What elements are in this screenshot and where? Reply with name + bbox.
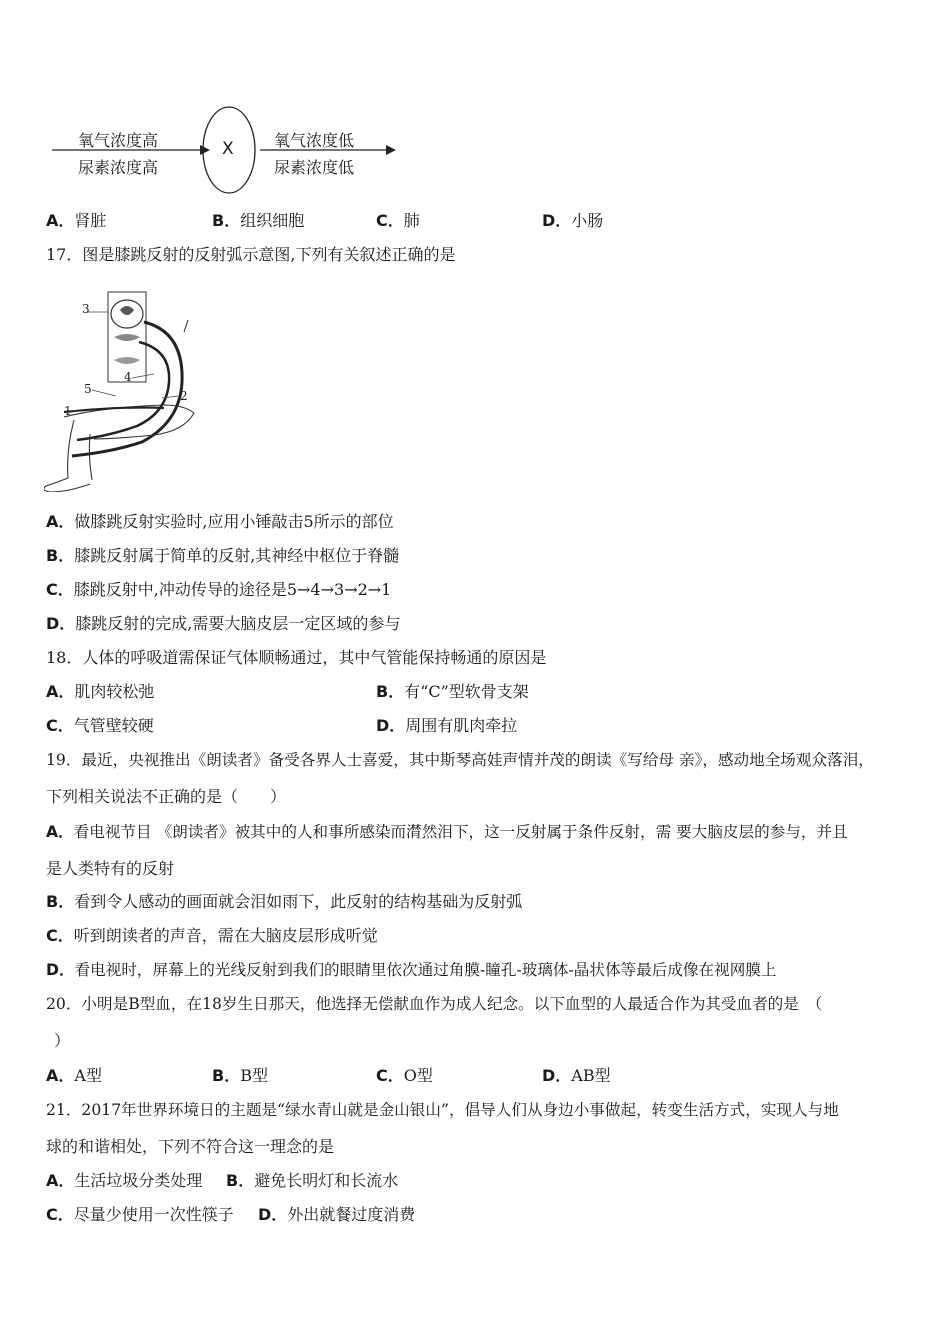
- q21-stem-line1: 21．2017年世界环境日的主题是“绿水青山就是金山银山”，倡导人们从身边小事做起，转变生活方式，实现人与地: [46, 1101, 839, 1119]
- option-label: A．: [46, 1171, 75, 1190]
- option-text: B型: [240, 1066, 268, 1085]
- q17-option-d[interactable]: [46, 614, 400, 634]
- q18-option-d[interactable]: [376, 716, 517, 736]
- option-label: B．: [212, 1066, 241, 1085]
- q18-option-b[interactable]: [376, 682, 529, 702]
- option-label: D．: [542, 1066, 572, 1085]
- option-text: 听到朗读者的声音，需在大脑皮层形成听觉: [73, 926, 378, 945]
- left-arrow-head: [200, 145, 210, 155]
- option-label: D．: [258, 1205, 288, 1224]
- option-label: B．: [376, 682, 405, 701]
- q19-option-c[interactable]: [46, 926, 378, 946]
- option-text: A型: [74, 1066, 102, 1085]
- option-text: 肺: [403, 211, 420, 230]
- q18-option-a[interactable]: [46, 682, 154, 702]
- option-text: 有“C”型软骨支架: [404, 682, 529, 701]
- reflex-arc-drawing: [44, 282, 214, 492]
- q21-option-d[interactable]: [258, 1205, 415, 1225]
- option-label: B．: [226, 1171, 255, 1190]
- q16-option-d[interactable]: [542, 211, 603, 231]
- option-label: A．: [46, 823, 74, 841]
- q20-option-a[interactable]: [46, 1066, 102, 1086]
- q19-option-a-cont: 是人类特有的反射: [46, 859, 175, 878]
- q21-option-a[interactable]: [46, 1171, 202, 1191]
- option-label: D．: [46, 614, 76, 633]
- q21-option-c[interactable]: [46, 1205, 234, 1225]
- q19-option-a[interactable]: [46, 822, 848, 842]
- q19-stem-line2: 下列相关说法不正确的是（ ）: [46, 787, 287, 806]
- option-label: B．: [212, 211, 241, 230]
- option-text: 气管壁较硬: [73, 716, 154, 735]
- left-top-text: 氧气浓度高: [78, 131, 159, 150]
- knee-jerk-reflex-figure: [44, 282, 214, 492]
- option-text: 肌肉较松弛: [74, 682, 155, 701]
- figure-label-3: 3: [82, 302, 90, 316]
- option-text: 周围有肌肉牵拉: [405, 716, 518, 735]
- option-label: A．: [46, 682, 75, 701]
- option-label: D．: [376, 716, 406, 735]
- q21-stem-line2: 球的和谐相处，下列不符合这一理念的是: [46, 1137, 335, 1156]
- q17-option-c[interactable]: [46, 580, 391, 600]
- figure-label-5: 5: [84, 382, 92, 396]
- q20-option-d[interactable]: [542, 1066, 611, 1086]
- option-text: 组织细胞: [240, 211, 305, 230]
- option-label: A．: [46, 1066, 75, 1085]
- option-text: 尽量少使用一次性筷子: [73, 1205, 234, 1224]
- q17-stem: 17．图是膝跳反射的反射弧示意图,下列有关叙述正确的是: [46, 245, 456, 264]
- q16-option-c[interactable]: [376, 211, 420, 231]
- option-label: C．: [46, 926, 74, 945]
- option-label: D．: [46, 961, 75, 979]
- option-label: C．: [376, 211, 404, 230]
- option-label: C．: [376, 1066, 404, 1085]
- option-label: A．: [46, 211, 75, 230]
- right-bottom-text: 尿素浓度低: [274, 158, 355, 177]
- option-text: 避免长明灯和长流水: [254, 1171, 399, 1190]
- right-top-text: 氧气浓度低: [274, 131, 355, 150]
- option-text: O型: [403, 1066, 433, 1085]
- option-text: 膝跳反射属于简单的反射,其神经中枢位于脊髓: [74, 546, 400, 565]
- option-label: B．: [46, 892, 75, 911]
- figure-label-1: 1: [64, 404, 72, 418]
- q16-option-b[interactable]: [212, 211, 304, 231]
- q18-stem: 18．人体的呼吸道需保证气体顺畅通过，其中气管能保持畅通的原因是: [46, 648, 547, 667]
- q19-option-b[interactable]: [46, 892, 522, 912]
- option-text: 小肠: [571, 211, 604, 230]
- q21-option-b[interactable]: [226, 1171, 398, 1191]
- q17-option-a[interactable]: [46, 512, 394, 532]
- q18-option-c[interactable]: [46, 716, 154, 736]
- q20-option-b[interactable]: [212, 1066, 268, 1086]
- option-text: 看电视时，屏幕上的光线反射到我们的眼睛里依次通过角膜-瞳孔-玻璃体-晶状体等最后成像在视网膜上: [74, 961, 777, 979]
- left-bottom-text: 尿素浓度高: [78, 158, 159, 177]
- q16-option-a[interactable]: [46, 211, 106, 231]
- option-label: C．: [46, 580, 74, 599]
- figure-label-4: 4: [124, 370, 132, 384]
- option-label: A．: [46, 512, 75, 531]
- q19-stem-line1: 19．最近，央视推出《朗读者》备受各界人士喜爱，其中斯琴高娃声情并茂的朗读《写给母 亲》，感动地全场观众落泪，: [46, 751, 874, 769]
- option-label: C．: [46, 716, 74, 735]
- option-label: B．: [46, 546, 75, 565]
- option-text: 生活垃圾分类处理: [74, 1171, 203, 1190]
- option-text: 做膝跳反射实验时,应用小锤敲击5所示的部位: [74, 512, 394, 531]
- q20-option-c[interactable]: [376, 1066, 433, 1086]
- q19-option-d[interactable]: [46, 960, 776, 980]
- option-text: 看电视节目 《朗读者》被其中的人和事所感染而潸然泪下，这一反射属于条件反射，需 要大脑皮层的参与，并且: [73, 823, 848, 841]
- option-text: AB型: [571, 1066, 611, 1085]
- option-text: 看到令人感动的画面就会泪如雨下，此反射的结构基础为反射弧: [74, 892, 523, 911]
- option-text: 外出就餐过度消费: [287, 1205, 416, 1224]
- option-text: 肾脏: [74, 211, 107, 230]
- center-x-text: X: [222, 139, 234, 159]
- option-text: 膝跳反射中,冲动传导的途径是5→4→3→2→1: [73, 580, 392, 599]
- q20-stem-line2: ）: [54, 1031, 71, 1050]
- option-label: D．: [542, 211, 572, 230]
- option-text: 膝跳反射的完成,需要大脑皮层一定区域的参与: [75, 614, 401, 633]
- q20-stem-line1: 20．小明是B型血，在18岁生日那天，他选择无偿献血作为成人纪念。以下血型的人最适合作为其受血者的是 （: [46, 995, 823, 1013]
- q16-diagram: [48, 100, 408, 200]
- figure-label-2: 2: [180, 389, 188, 403]
- right-arrow-head: [386, 145, 396, 155]
- q17-option-b[interactable]: [46, 546, 399, 566]
- option-label: C．: [46, 1205, 74, 1224]
